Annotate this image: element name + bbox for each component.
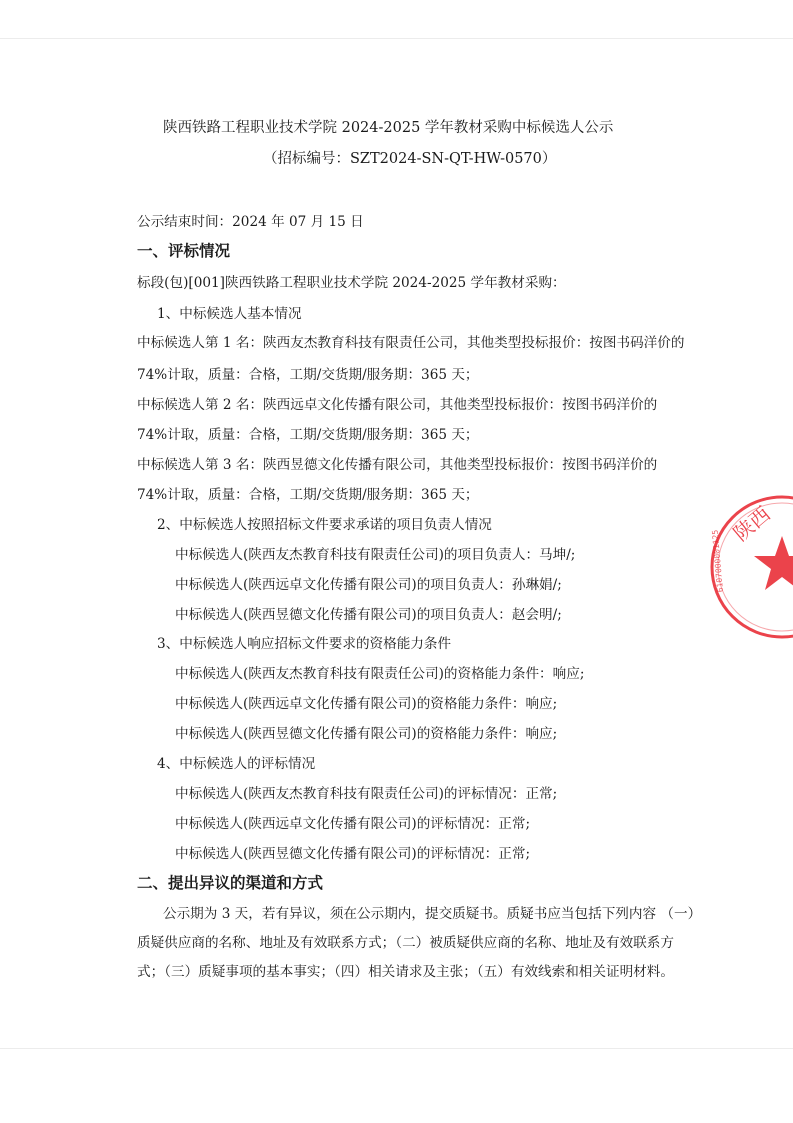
section2-heading: 二、提出异议的渠道和方式 bbox=[137, 874, 324, 892]
candidate-1-line1: 中标候选人第 1 名：陕西友杰教育科技有限责任公司，其他类型投标报价：按图书码洋价的 bbox=[137, 335, 685, 351]
objection-line-1: 公示期为 3 天，若有异议，须在公示期内，提交质疑书。质疑书应当包括下列内容 （一） bbox=[163, 906, 702, 922]
sub3-item-3: 中标候选人(陕西昱德文化传播有限公司)的资格能力条件：响应; bbox=[175, 726, 558, 742]
sub2-heading: 2、中标候选人按照招标文件要求承诺的项目负责人情况 bbox=[157, 517, 492, 533]
candidate-2-line2: 74%计取，质量：合格，工期/交货期/服务期：365 天； bbox=[137, 427, 479, 443]
sub3-item-1: 中标候选人(陕西友杰教育科技有限责任公司)的资格能力条件：响应; bbox=[175, 666, 585, 682]
candidate-2-line1: 中标候选人第 2 名：陕西远卓文化传播有限公司，其他类型投标报价：按图书码洋价的 bbox=[137, 397, 658, 413]
sub2-item-1: 中标候选人(陕西友杰教育科技有限责任公司)的项目负责人：马坤/; bbox=[175, 547, 576, 563]
sub4-item-2: 中标候选人(陕西远卓文化传播有限公司)的评标情况：正常; bbox=[175, 816, 531, 832]
tender-number: （招标编号：SZT2024-SN-QT-HW-0570） bbox=[263, 151, 557, 167]
svg-text:6107000001125: 6107000001125 bbox=[710, 529, 725, 593]
candidate-3-line1: 中标候选人第 3 名：陕西昱德文化传播有限公司，其他类型投标报价：按图书码洋价的 bbox=[137, 457, 658, 473]
candidate-3-line2: 74%计取，质量：合格，工期/交货期/服务期：365 天； bbox=[137, 487, 479, 503]
scan-edge-top bbox=[0, 38, 793, 39]
sub2-item-2: 中标候选人(陕西远卓文化传播有限公司)的项目负责人：孙琳娟/; bbox=[175, 577, 562, 593]
sub2-item-3: 中标候选人(陕西昱德文化传播有限公司)的项目负责人：赵会明/; bbox=[175, 607, 562, 623]
scan-edge-bottom bbox=[0, 1048, 793, 1049]
lot-line: 标段(包)[001]陕西铁路工程职业技术学院 2024-2025 学年教材采购： bbox=[137, 275, 566, 291]
sub3-item-2: 中标候选人(陕西远卓文化传播有限公司)的资格能力条件：响应; bbox=[175, 696, 558, 712]
official-seal-stamp bbox=[707, 492, 793, 642]
candidate-1-line2: 74%计取，质量：合格，工期/交货期/服务期：365 天； bbox=[137, 367, 479, 383]
section1-heading: 一、评标情况 bbox=[137, 242, 231, 260]
sub4-item-1: 中标候选人(陕西友杰教育科技有限责任公司)的评标情况：正常; bbox=[175, 786, 558, 802]
end-time: 公示结束时间：2024 年 07 月 15 日 bbox=[137, 214, 364, 230]
sub1-heading: 1、中标候选人基本情况 bbox=[157, 306, 302, 322]
objection-line-3: 式；（三）质疑事项的基本事实；（四）相关请求及主张；（五）有效线索和相关证明材料。 bbox=[137, 964, 674, 980]
sub4-item-3: 中标候选人(陕西昱德文化传播有限公司)的评标情况：正常; bbox=[175, 846, 531, 862]
sub4-heading: 4、中标候选人的评标情况 bbox=[157, 756, 316, 772]
svg-text:陕西: 陕西 bbox=[728, 501, 775, 546]
document-title: 陕西铁路工程职业技术学院 2024-2025 学年教材采购中标候选人公示 bbox=[163, 120, 614, 136]
objection-line-2: 质疑供应商的名称、地址及有效联系方式；（二）被质疑供应商的名称、地址及有效联系方 bbox=[137, 935, 674, 951]
sub3-heading: 3、中标候选人响应招标文件要求的资格能力条件 bbox=[157, 636, 452, 652]
